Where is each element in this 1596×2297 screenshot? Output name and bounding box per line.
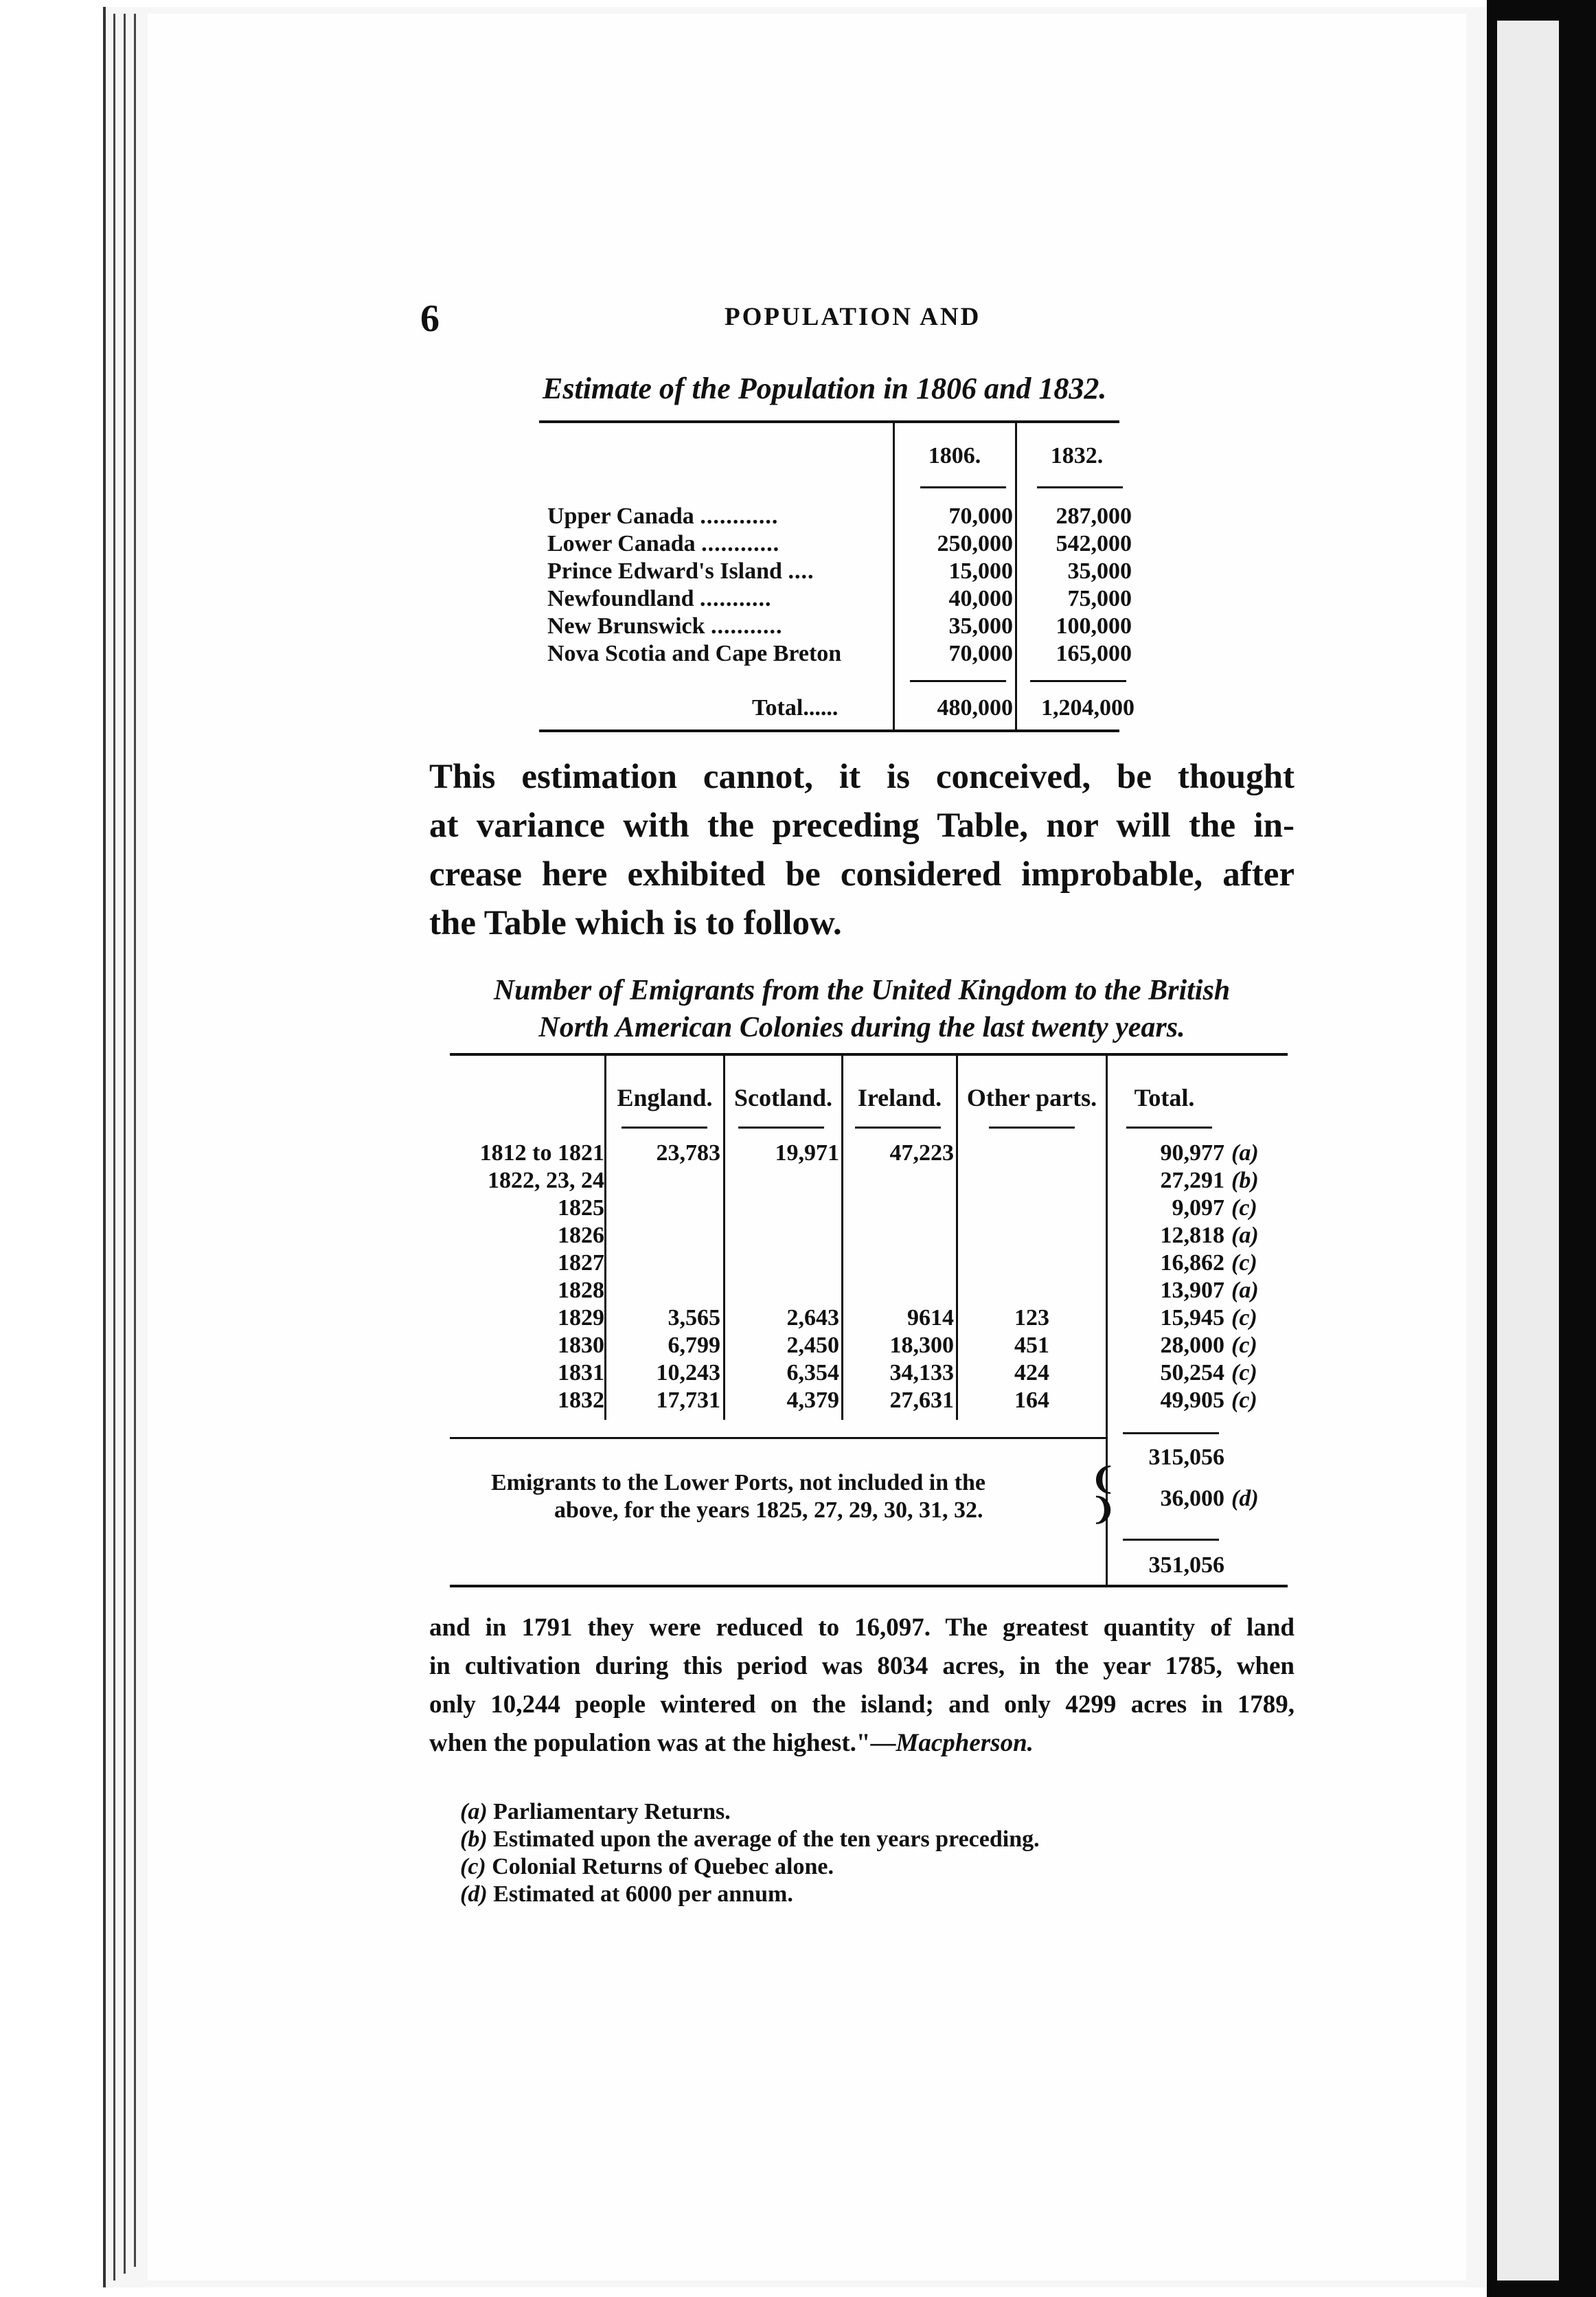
note-mark: (b): [460, 1826, 488, 1852]
paragraph-line: This estimation cannot, it is conceived, be thought: [429, 758, 1295, 796]
table2-col-source: [1231, 1140, 1273, 1415]
table-cell: 19,971: [775, 1140, 839, 1166]
source-note-ref: (c): [1231, 1195, 1257, 1221]
footnote-line: only 10,244 people wintered on the island; and only 4299 acres in 1789,: [429, 1690, 1295, 1719]
table-cell: 35,000: [1067, 558, 1132, 584]
table-cell: 164: [1014, 1388, 1049, 1413]
note-text: Colonial Returns of Quebec alone.: [492, 1854, 834, 1879]
table2-title: [426, 972, 1298, 1046]
table-cell: [958, 1223, 1106, 1250]
note-mark: (c): [460, 1854, 486, 1879]
note-item: [460, 1826, 1040, 1853]
table2-top-rule: [450, 1053, 1288, 1056]
footnote-line: [429, 1724, 1295, 1763]
paragraph-line: crease here exhibited be considered improbable, after: [429, 855, 1295, 894]
table1-col-divider: [893, 420, 895, 729]
table1-col-1806: [896, 503, 1013, 668]
table2-col-other: [958, 1140, 1106, 1415]
table1-col-1832: [1018, 503, 1132, 668]
table-cell: [958, 1140, 1106, 1168]
source-note-ref: (a): [1231, 1223, 1259, 1248]
page-edge-line: [134, 14, 136, 2267]
table1-total-1806: 480,000: [937, 695, 1013, 721]
table-cell: 70,000: [948, 641, 1013, 666]
table-cell: 10,243: [656, 1360, 720, 1385]
table2-grand-total: 351,056: [1148, 1552, 1224, 1578]
table1-col-header-1832: 1832.: [1050, 443, 1104, 468]
table1-top-rule: [539, 420, 1119, 423]
table-cell: 27,631: [889, 1388, 954, 1413]
table-cell: 542,000: [1056, 531, 1132, 556]
table-cell: [606, 1278, 720, 1305]
table-cell: [725, 1223, 839, 1250]
table-cell: [958, 1195, 1106, 1223]
footnote-attribution: Macpherson.: [896, 1729, 1034, 1757]
table2-header-other-parts: Other parts.: [966, 1084, 1097, 1111]
table-cell: 90,977: [1160, 1140, 1224, 1166]
table2-col-england: [606, 1140, 720, 1415]
grand-total-rule: [1123, 1539, 1219, 1541]
table1-sum-rule: [1030, 680, 1126, 682]
table-cell: 1825: [558, 1195, 604, 1221]
table1-total-1832: 1,204,000: [1041, 695, 1135, 721]
note-mark: (d): [460, 1881, 488, 1907]
table-cell: 75,000: [1067, 586, 1132, 611]
dot-leader: ............: [700, 503, 779, 529]
body-paragraph: [429, 753, 1295, 948]
row-label: New Brunswick: [547, 613, 705, 639]
table2-col-scotland: [725, 1140, 839, 1415]
table-cell: 1831: [558, 1360, 604, 1385]
header-underline: [855, 1127, 941, 1129]
table-cell: 34,133: [889, 1360, 954, 1385]
table-cell: [958, 1278, 1106, 1305]
table-row: [547, 531, 779, 557]
table1-bottom-rule: [539, 729, 1119, 732]
dot-leader: ...........: [700, 586, 772, 611]
page-edge-line: [124, 14, 126, 2274]
table-cell: 49,905: [1160, 1388, 1224, 1413]
source-note-ref: (c): [1231, 1305, 1257, 1331]
row-label: Lower Canada: [547, 531, 696, 556]
table-cell: 28,000: [1160, 1333, 1224, 1358]
table-cell: [606, 1195, 720, 1223]
table-cell: 1832: [558, 1388, 604, 1413]
table-cell: 15,945: [1160, 1305, 1224, 1331]
row-label: Prince Edward's Island: [547, 558, 782, 584]
table-row: [547, 586, 772, 612]
lower-ports-total: 36,000: [1160, 1486, 1224, 1511]
table-cell: 451: [1014, 1333, 1049, 1358]
table1-header-underline: [1037, 486, 1123, 488]
table1-col-header-1806: 1806.: [928, 443, 981, 468]
table2-col-year: [440, 1140, 604, 1415]
table-cell: [606, 1250, 720, 1278]
table-cell: 1827: [558, 1250, 604, 1276]
table-cell: [843, 1250, 954, 1278]
table-cell: 47,223: [889, 1140, 954, 1166]
table-cell: 250,000: [937, 531, 1013, 556]
subtotal-rule: [1123, 1432, 1219, 1434]
table-cell: 2,643: [786, 1305, 839, 1331]
table-cell: 9,097: [1172, 1195, 1224, 1221]
table-cell: [843, 1223, 954, 1250]
table2-title-line: North American Colonies during the last twenty years.: [538, 1012, 1185, 1043]
table1-total-label: Total......: [752, 695, 839, 721]
header-underline: [989, 1127, 1075, 1129]
note-item: [460, 1853, 1040, 1881]
table-cell: 1828: [558, 1278, 604, 1303]
dot-leader: ............: [701, 531, 780, 556]
paragraph-line: at variance with the preceding Table, nor will the in-: [429, 806, 1295, 845]
source-note-ref: (d): [1231, 1486, 1259, 1511]
lower-ports-label-line2: above, for the years 1825, 27, 29, 30, 31, 32.: [554, 1497, 983, 1523]
source-note-ref: (c): [1231, 1360, 1257, 1385]
table2-header-total: Total.: [1134, 1084, 1195, 1111]
brace-icon: ❨ ❩: [1091, 1462, 1116, 1526]
table-cell: 1812 to 1821: [479, 1140, 604, 1166]
table-cell: 424: [1014, 1360, 1049, 1385]
source-note-ref: (b): [1231, 1168, 1259, 1193]
table-cell: 40,000: [948, 586, 1013, 611]
lower-ports-label-line1: Emigrants to the Lower Ports, not included in the: [491, 1470, 985, 1495]
header-underline: [738, 1127, 824, 1129]
footnote-continuation: [429, 1609, 1295, 1763]
paragraph-line: the Table which is to follow.: [429, 904, 842, 942]
table2-header-scotland: Scotland.: [733, 1084, 833, 1111]
table1-header-underline: [920, 486, 1006, 488]
table-cell: 15,000: [948, 558, 1013, 584]
table-cell: 50,254: [1160, 1360, 1224, 1385]
table-cell: 1822, 23, 24: [488, 1168, 604, 1193]
table-cell: [843, 1278, 954, 1305]
table-cell: 165,000: [1056, 641, 1132, 666]
table-cell: [958, 1168, 1106, 1195]
table2-bottom-rule: [450, 1585, 1288, 1587]
footnote-line-text: when the population was at the highest."—: [429, 1729, 896, 1757]
table2-subtotal: 315,056: [1148, 1445, 1224, 1470]
table-cell: 27,291: [1160, 1168, 1224, 1193]
notes-list: [460, 1798, 1040, 1908]
table-cell: 70,000: [948, 503, 1013, 529]
table2-title-line: Number of Emigrants from the United Kingdom to the British: [493, 975, 1231, 1006]
table-cell: 17,731: [656, 1388, 720, 1413]
footnote-line: in cultivation during this period was 8034 acres, in the year 1785, when: [429, 1652, 1295, 1680]
table-cell: 123: [1014, 1305, 1049, 1331]
table2-col-ireland: [843, 1140, 954, 1415]
note-text: Estimated upon the average of the ten years preceding.: [493, 1826, 1040, 1852]
table-cell: 18,300: [889, 1333, 954, 1358]
table2-col-total: [1108, 1140, 1224, 1415]
table-cell: 16,862: [1160, 1250, 1224, 1276]
table-cell: 4,379: [786, 1388, 839, 1413]
table-cell: 12,818: [1160, 1223, 1224, 1248]
table-cell: [725, 1278, 839, 1305]
table-cell: 2,450: [786, 1333, 839, 1358]
row-label: Upper Canada: [547, 503, 694, 529]
source-note-ref: (c): [1231, 1250, 1257, 1276]
table-cell: 287,000: [1056, 503, 1132, 529]
header-underline: [1126, 1127, 1212, 1129]
table1-sum-rule: [910, 680, 1006, 682]
table-cell: [843, 1168, 954, 1195]
note-text: Estimated at 6000 per annum.: [493, 1881, 793, 1907]
source-note-ref: (c): [1231, 1388, 1257, 1413]
table-cell: 6,799: [668, 1333, 720, 1358]
table1-title: Estimate of the Population in 1806 and 1832.: [543, 372, 1107, 405]
table-cell: 1829: [558, 1305, 604, 1331]
adjacent-page-strip: [1497, 21, 1559, 2281]
dot-leader: ....: [788, 558, 814, 584]
row-label: Newfoundland: [547, 586, 694, 611]
table-cell: [843, 1195, 954, 1223]
note-item: [460, 1798, 1040, 1826]
table2-header-england: England.: [617, 1084, 713, 1111]
footnote-line: and in 1791 they were reduced to 16,097. The greatest quantity of land: [429, 1614, 1295, 1642]
header-underline: [622, 1127, 707, 1129]
table2-section-rule: [450, 1437, 1108, 1439]
page-number: 6: [420, 297, 440, 340]
table-cell: 3,565: [668, 1305, 720, 1331]
table-cell: 6,354: [786, 1360, 839, 1385]
table-cell: 1826: [558, 1223, 604, 1248]
table-cell: 9614: [907, 1305, 954, 1331]
source-note-ref: (a): [1231, 1278, 1259, 1303]
page-edge-line: [113, 14, 115, 2281]
table-cell: 100,000: [1056, 613, 1132, 639]
table-row: [547, 558, 814, 585]
table2-header-ireland: Ireland.: [857, 1084, 942, 1111]
table-cell: 1830: [558, 1333, 604, 1358]
table-cell: [725, 1195, 839, 1223]
note-mark: (a): [460, 1799, 488, 1824]
running-head: POPULATION AND: [725, 303, 981, 331]
table-cell: [725, 1250, 839, 1278]
table-cell: 13,907: [1160, 1278, 1224, 1303]
note-text: Parliamentary Returns.: [493, 1799, 731, 1824]
table-cell: 35,000: [948, 613, 1013, 639]
table-row: [547, 641, 841, 667]
source-note-ref: (a): [1231, 1140, 1259, 1166]
dot-leader: ...........: [711, 613, 783, 639]
table-row: [547, 503, 778, 531]
table1-col-divider: [1015, 420, 1017, 729]
table-cell: [606, 1168, 720, 1195]
table-cell: 23,783: [656, 1140, 720, 1166]
table-cell: [606, 1223, 720, 1250]
row-label: Nova Scotia and Cape Breton: [547, 641, 842, 666]
source-note-ref: (c): [1231, 1333, 1257, 1358]
table-cell: [725, 1168, 839, 1195]
table-cell: [958, 1250, 1106, 1278]
note-item: [460, 1881, 1040, 1908]
table-row: [547, 613, 783, 640]
